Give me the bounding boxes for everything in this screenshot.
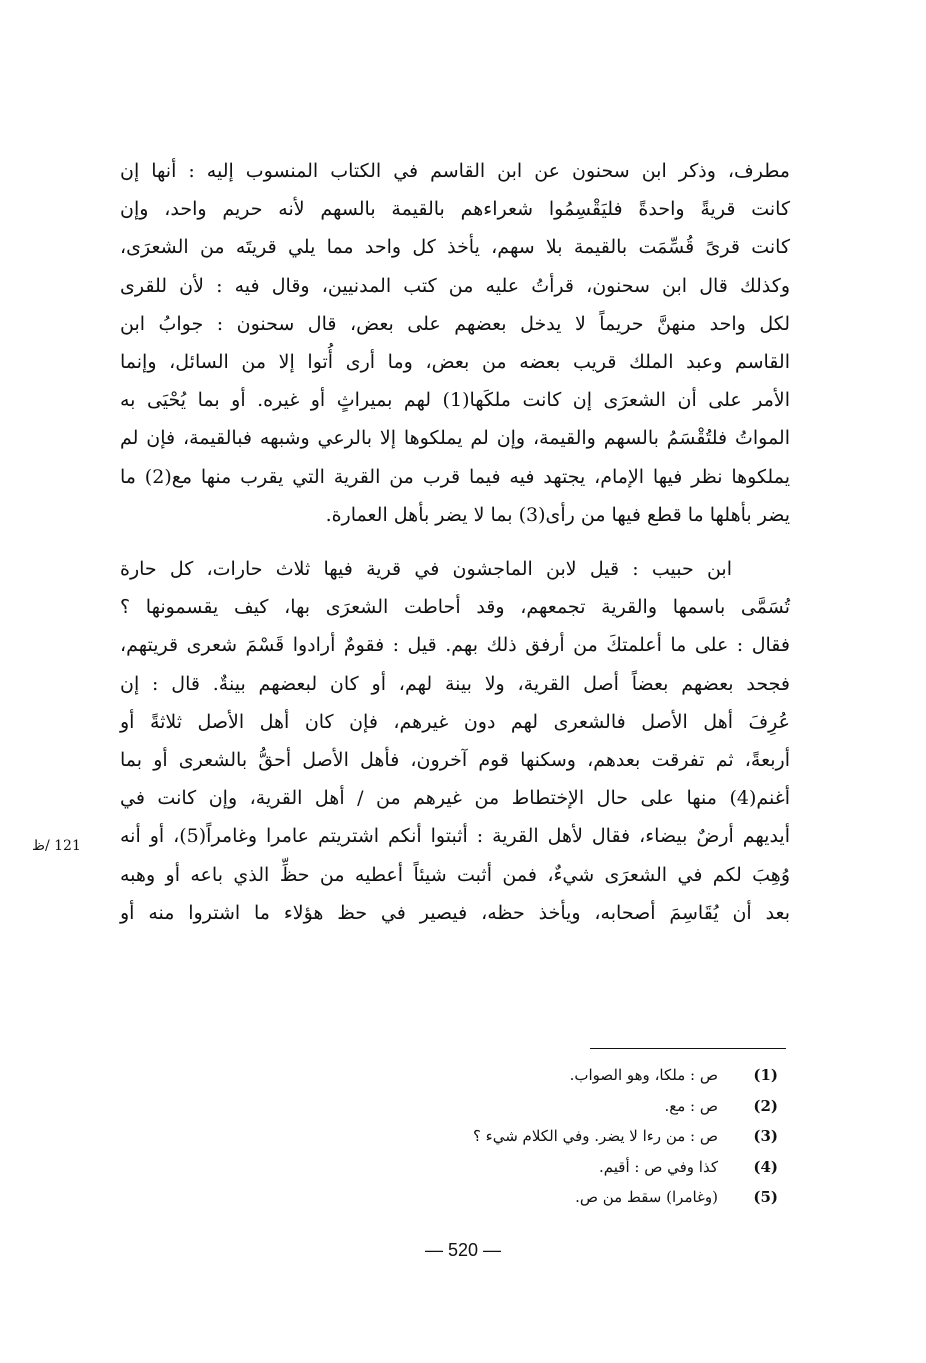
footnote-number: (4) (753, 1157, 778, 1176)
footnote-item (138, 1152, 778, 1183)
text-line: كانت قريةً واحدةً فليَقْسِمُوا شعراءهم بالقيمة بالسهم لأنه حريم واحد، وإن (120, 198, 790, 221)
footnote-divider (590, 1048, 786, 1049)
text-line: يملكوها نظر فيها الإمام، يجتهد فيه فيما قرب من القرية التي يقرب منها مع(2) ما (120, 465, 790, 488)
text-line: عُرِفَ أهل الأصل فالشعرى لهم دون غيرهم، فإن كان أهل الأصل ثلاثةً أو (120, 710, 790, 733)
text-line: أغنم(4) منها على حال الإختطاط من غيرهم من / أهل القرية، وإن كانت في (120, 787, 790, 810)
text-line: مطرف، وذكر ابن سحنون عن ابن القاسم في الكتاب المنسوب إليه : أنها إن (120, 160, 790, 182)
text-line: أربعةً، ثم تفرقت بعدهم، وسكنها قوم آخرون، فأهل الأصل أحقُّ بالشعرى أو بما (120, 749, 790, 772)
footnote-number: (1) (753, 1066, 778, 1084)
footnote-number: (3) (753, 1127, 778, 1145)
manuscript-folio-marker: 121 /ظ (32, 838, 81, 854)
main-text (120, 152, 790, 932)
footnote-text: كذا وفي ص : أقيم. (599, 1157, 718, 1176)
footnote-item (138, 1091, 778, 1122)
text-line: المواتُ فلتُقْسَمُ بالسهم والقيمة، وإن لم يملكوها إلا بالرعي وشبهه فبالقيمة، فإن لم (120, 427, 790, 450)
footnote-text: (وغامرا) سقط من ص. (575, 1188, 718, 1206)
text-line: يضر بأهلها ما قطع فيها من رأى(3) بما لا يضر بأهل العمارة. (325, 503, 790, 526)
text-line: لكل واحد منهنَّ حريماً لا يدخل بعضهم على بعض، قال سحنون : جوابُ ابن (120, 312, 790, 335)
text-line: تُسَمَّى باسمها والقرية تجمعهم، وقد أحاطت الشعرَى بها، كيف يقسمونها ؟ (120, 596, 790, 619)
footnote-item (138, 1121, 778, 1152)
footnotes (138, 1060, 778, 1213)
text-line: وكذلك قال ابن سحنون، قرأتُ عليه من كتب المدنيين، وقال فيه : لأن للقرى (120, 274, 790, 297)
text-line: بعد أن يُقَاسِمَ أصحابه، ويأخذ حظه، فيصير في حظ هؤلاء ما اشتروا منه أو (120, 901, 790, 924)
footnote-item (138, 1182, 778, 1213)
footnote-text: ص : ملكا، وهو الصواب. (569, 1066, 718, 1084)
footnote-number: (2) (753, 1096, 778, 1115)
text-line: أيديهم أرضٌ بيضاء، فقال لأهل القرية : أثبتوا أنكم اشتريتم عامرا وغامراً(5)، أو أنه (120, 825, 790, 848)
text-line: القاسم وعبد الملك قريب بعضه من بعض، وما أرى أُتوا إلا من السائل، وإنما (120, 351, 790, 374)
footnote-number: (5) (753, 1188, 778, 1206)
footnote-item (138, 1060, 778, 1091)
text-line: فجحد بعضهم بعضاً أصل القرية، ولا بينة لهم، أو كان لبعضهم بينةٌ. قال : إن (120, 672, 790, 695)
paragraph-2 (120, 550, 790, 932)
page-number: — 520 — (424, 1240, 502, 1260)
footnote-text: ص : مع. (664, 1096, 718, 1115)
paragraph-1 (120, 152, 790, 534)
text-line: فقال : على ما أعلمتكَ من أرفق ذلك بهم. قيل : فقومٌ أرادوا قَسْمَ شعرى قريتهم، (120, 634, 790, 657)
text-line: ابن حبيب : قيل لابن الماجشون في قرية فيها ثلاث حارات، كل حارة (120, 558, 732, 581)
text-line: وُهِبَ لكم في الشعرَى شيءٌ، فمن أثبت شيئاً أعطيه من حظِّ الذي باعه أو وهبه (120, 863, 790, 886)
text-line: الأمر على أن الشعرَى إن كانت ملكَها(1) لهم بميراثٍ أو غيره. أو بما يُحْيَى به (120, 389, 790, 412)
footnote-text: ص : من رءا لا يضر. وفي الكلام شيء ؟ (472, 1127, 718, 1145)
text-line: كانت قرىً قُسِّمَت بالقيمة بلا سهم، يأخذ كل واحد مما يلي قريتَه من الشعرَى، (120, 236, 790, 259)
